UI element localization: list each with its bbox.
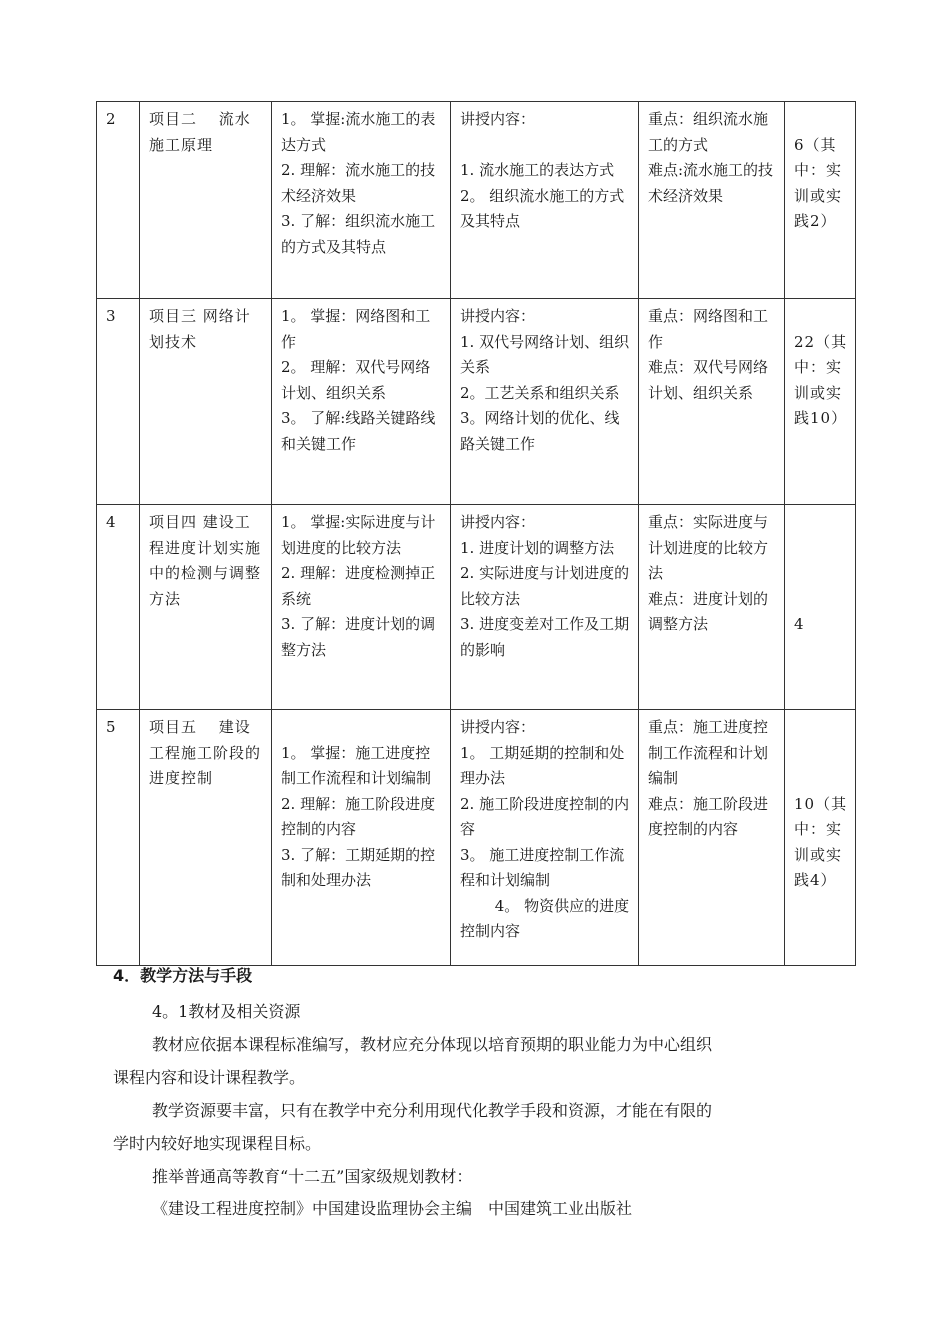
class-hours: 6（其中：实训或实践2）: [785, 102, 856, 299]
project-name: 项目三 网络计划技术: [140, 299, 272, 505]
table-row: [97, 102, 856, 299]
learning-objectives: 1。 掌握：施工进度控制工作流程和计划编制 2. 理解：施工阶段进度控制的内容 3. 了解：工期延期的控制和处理办法: [272, 710, 451, 966]
lecture-content: 讲授内容： 1. 流水施工的表达方式 2。 组织流水施工的方式及其特点: [451, 102, 639, 299]
subsection-heading: 4。1教材及相关资源: [152, 1002, 301, 1021]
key-points: 重点：实际进度与计划进度的比较方法 难点：进度计划的调整方法: [639, 505, 785, 710]
learning-objectives: 1。 掌握：网络图和工作 2。 理解：双代号网络计划、组织关系 3。 了解:线路关键路线和关键工作: [272, 299, 451, 505]
row-number: 3: [97, 299, 140, 505]
learning-objectives: 1。 掌握:实际进度与计划进度的比较方法 2. 理解：进度检测掉正系统 3. 了解：进度计划的调整方法: [272, 505, 451, 710]
row-number: 4: [97, 505, 140, 710]
project-name: 项目五 建设工程施工阶段的进度控制: [140, 710, 272, 966]
class-hours: 22（其中：实训或实践10）: [785, 299, 856, 505]
table-row: [97, 299, 856, 505]
curriculum-table: [96, 101, 856, 966]
project-name: 项目四 建设工程进度计划实施中的检测与调整方法: [140, 505, 272, 710]
section-heading: 4．教学方法与手段: [113, 966, 253, 985]
key-points: 重点：组织流水施工的方式 难点:流水施工的技术经济效果: [639, 102, 785, 299]
textbook-citation: 《建设工程进度控制》中国建设监理协会主编 中国建筑工业出版社: [152, 1199, 633, 1218]
row-number: 2: [97, 102, 140, 299]
paragraph-line: 学时内较好地实现课程目标。: [113, 1134, 322, 1153]
paragraph-line: 教材应依据本课程标准编写，教材应充分体现以培育预期的职业能力为中心组织: [152, 1035, 713, 1054]
row-number: 5: [97, 710, 140, 966]
project-name: 项目二 流水施工原理: [140, 102, 272, 299]
paragraph-line: 教学资源要丰富，只有在教学中充分利用现代化教学手段和资源，才能在有限的: [152, 1101, 713, 1120]
table-row: [97, 505, 856, 710]
paragraph-line: 推举普通高等教育“十二五”国家级规划教材：: [152, 1167, 473, 1186]
table-row: [97, 710, 856, 966]
key-points: 重点：网络图和工作 难点：双代号网络计划、组织关系: [639, 299, 785, 505]
lecture-content: 讲授内容： 1. 进度计划的调整方法 2. 实际进度与计划进度的比较方法 3. 进度变差对工作及工期的影响: [451, 505, 639, 710]
class-hours: 10（其中：实训或实践4）: [785, 710, 856, 966]
key-points: 重点：施工进度控制工作流程和计划编制 难点：施工阶段进度控制的内容: [639, 710, 785, 966]
lecture-content: 讲授内容： 1. 双代号网络计划、组织关系 2。工艺关系和组织关系 3。网络计划的优化、线路关键工作: [451, 299, 639, 505]
lecture-content: 讲授内容： 1。 工期延期的控制和处理办法 2. 施工阶段进度控制的内容 3。 施工进度控制工作流程和计划编制 4。 物资供应的进度控制内容: [451, 710, 639, 966]
class-hours: 4: [785, 505, 856, 710]
learning-objectives: 1。 掌握:流水施工的表达方式 2. 理解：流水施工的技术经济效果 3. 了解：组织流水施工的方式及其特点: [272, 102, 451, 299]
paragraph-line: 课程内容和设计课程教学。: [113, 1068, 306, 1087]
